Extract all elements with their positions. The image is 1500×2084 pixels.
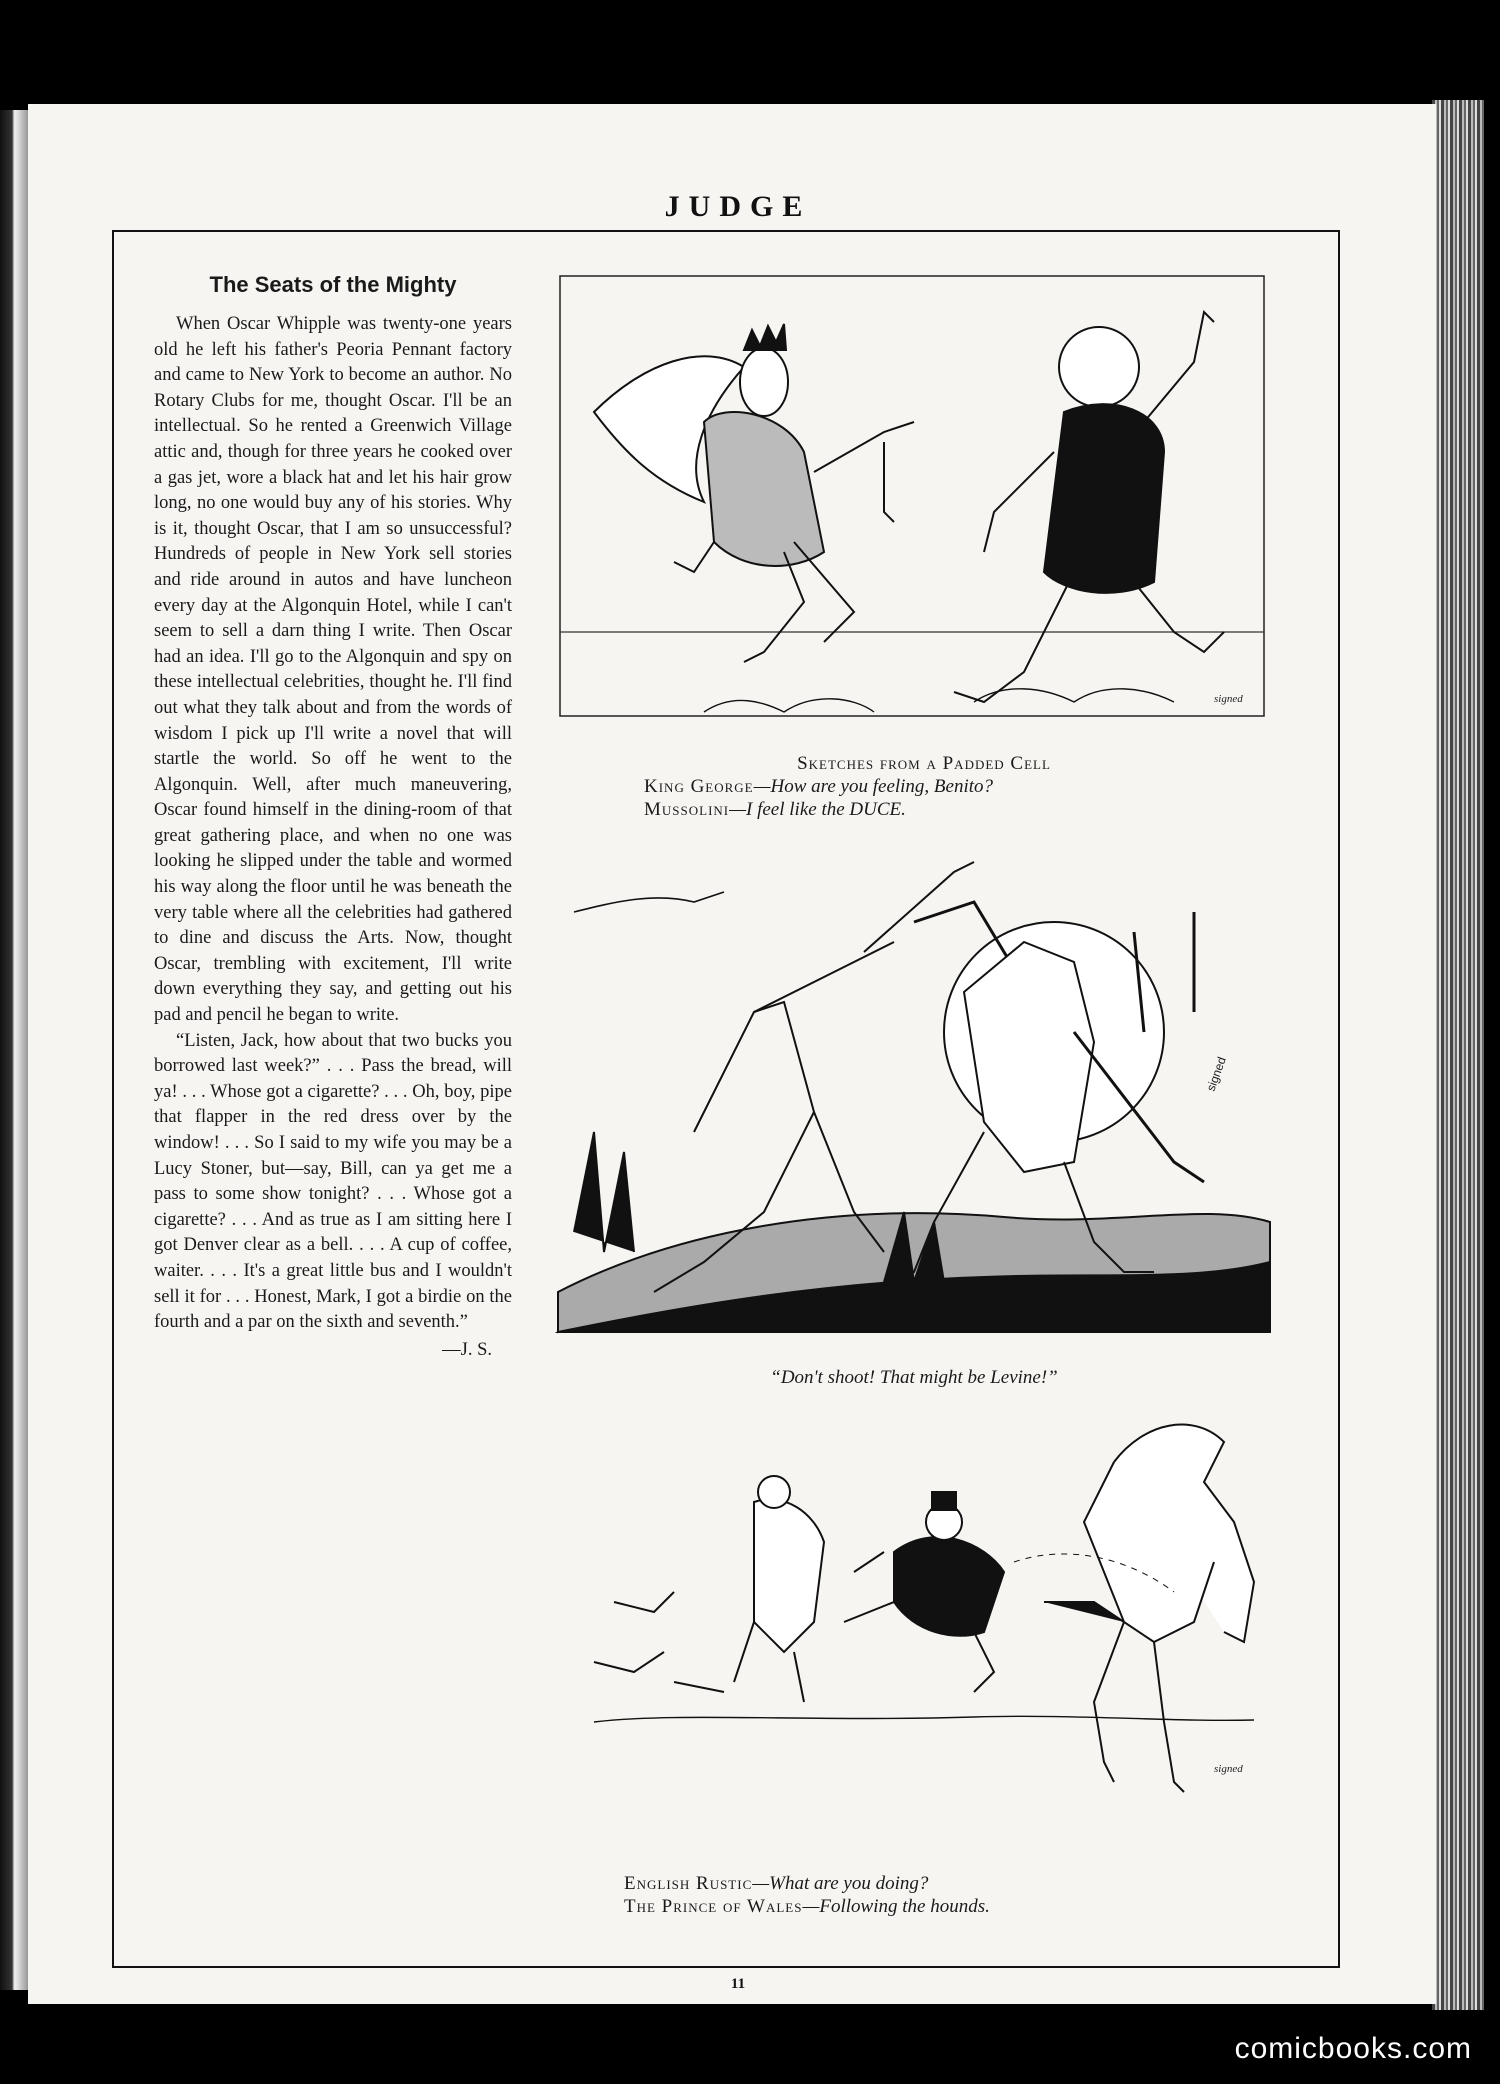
cartoon-3-speaker-2: The Prince of Wales	[624, 1896, 803, 1917]
cartoon-prince-falling	[554, 1402, 1274, 1822]
cartoon-1-line-1: —How are you feeling, Benito?	[753, 776, 994, 797]
cartoon-king-and-duce	[554, 272, 1274, 752]
article-paragraph-1: When Oscar Whipple was twenty-one years old he left his father's Peoria Pennant factory and came to New York to become an author. No Rotary Clubs for me, thought Oscar. I'll be an intellectual. So he rented a Greenwich Village attic and, though for three years he cooked over a gas jet, wore a black hat and let his hair grow long, no one would buy any of his stories. Why is it, thought Oscar, that I am so unsuccessful? Hundreds of people in New York sell stories and ride around in autos and have luncheon every day at the Algonquin Hotel, while I can't seem to sell a darn thing I write. Then Oscar had an idea. I'll go to the Algonquin and spy on these intellectual celebrities, thought he. I'll find out what they talk about and from the words of wisdom I pick up I'll write a novel that will startle the world. So off he went to the Algonquin. Well, after much maneuvering, Oscar found himself in the dining-room of that great gathering place, and when no one was looking he slipped under the table and wormed his way along the floor until he was beneath the very table where all the celebrities had gathered to dine and discuss the Arts. Now, thought Oscar, trembling with excitement, I'll write down everything they say, and getting out his pad and pencil he began to write.	[154, 314, 512, 1026]
article-column	[154, 272, 512, 1363]
artist-signature-3: signed	[1214, 1763, 1243, 1775]
cartoon-2-caption: “Don't shoot! That might be Levine!”	[770, 1367, 1058, 1388]
content-frame	[112, 230, 1340, 1968]
page-number: 11	[730, 1976, 746, 1992]
cartoon-1-speaker-1: King George	[644, 776, 754, 797]
artist-signature-1: signed	[1214, 693, 1243, 705]
cartoon-hunters	[554, 832, 1274, 1342]
cartoon-2-illustration	[554, 832, 1274, 1342]
cartoon-3-speaker-1: English Rustic	[624, 1873, 753, 1894]
cartoon-3-line-1: —What are you doing?	[752, 1873, 929, 1894]
cartoon-1-heading: Sketches from a Padded Cell	[797, 753, 1051, 774]
cartoon-1-speaker-2: Mussolini	[644, 799, 730, 820]
page-stack-edge	[1432, 100, 1484, 2010]
magazine-page	[28, 104, 1436, 2004]
cartoon-1-line-2: —I feel like the DUCE.	[729, 799, 906, 820]
watermark: comicbooks.com	[1234, 2032, 1472, 2065]
cartoon-1-caption	[644, 752, 1204, 821]
masthead: JUDGE	[664, 190, 812, 223]
artist-signature-2: signed	[1203, 1054, 1229, 1094]
cartoon-1-illustration	[554, 272, 1274, 752]
cartoon-3-caption	[624, 1872, 1184, 1918]
book-binding-left	[0, 110, 30, 1990]
article-paragraph-2: “Listen, Jack, how about that two bucks you borrowed last week?” . . . Pass the bread, will ya! . . . Whose got a cigarette? . . . Oh, boy, pipe that flapper in the red dress over by the window! . . . So I said to my wife you may be a Lucy Stoner, but—say, Bill, can ya get me a pass to some show tonight? . . . Whose got a cigarette? . . . And as true as I am sitting here I got Denver clear as a bell. . . . A cup of coffee, waiter. . . . It's a great little bus and I wouldn't sell it for . . . Honest, Mark, I got a birdie on the fourth and a par on the sixth and seventh.”	[154, 1030, 512, 1333]
cartoon-3-line-2: —Following the hounds.	[802, 1896, 990, 1917]
article-title: The Seats of the Mighty	[209, 272, 457, 297]
article-signature: —J. S.	[442, 1339, 492, 1360]
cartoon-3-illustration	[554, 1402, 1274, 1822]
